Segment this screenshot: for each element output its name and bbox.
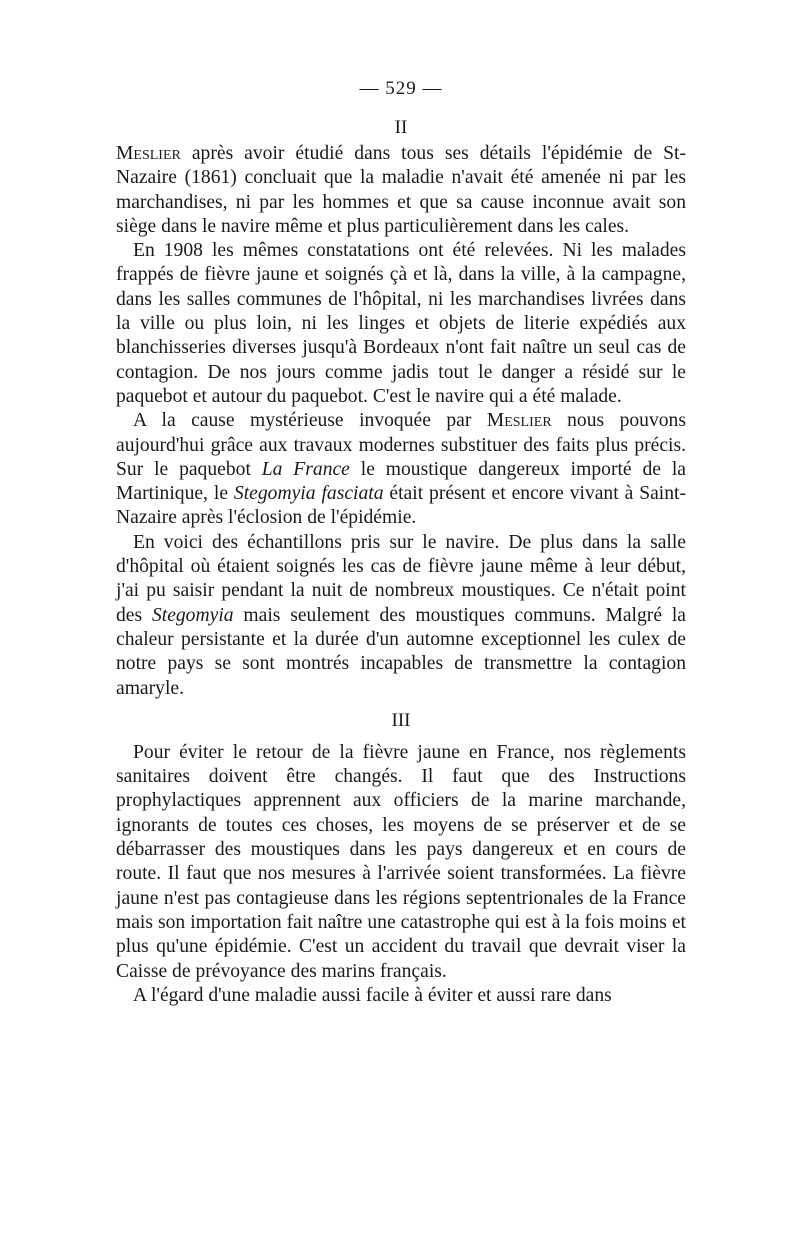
author-name: Meslier bbox=[486, 410, 552, 432]
paragraph-text: après avoir étudié dans tous ses détails l'épidémie de St-Nazaire (1861) concluait que la maladie n'avait été amenée ni par les marchandises, ni par les hommes et que sa cause inconnue avait son siège dans le navire même et plus particulièrement dans les cales. bbox=[116, 143, 686, 237]
section-heading-iii: III bbox=[391, 709, 411, 731]
paragraph-text: En voici des échantillons pris sur le navire. De plus dans la salle d'hôpital où étaient soignés les cas de fièvre jaune même à leur début, j'ai pu saisir pendant la nuit de nombreux moustiques. Ce n'était point des bbox=[116, 531, 686, 626]
paragraph: En 1908 les mêmes constatations ont été relevées. Ni les malades frappés de fièvre jaune et soignés çà et là, dans la ville, à la campagne, dans les salles communes de l'hôpital, ni les marchandises livrées dans la ville ou plus loin, ni les linges et objets de literie expédiés aux blanchisseries diverses jusqu'à Bordeaux n'ont fait naître un seul cas de contagion. De nos jours comme jadis tout le danger a résidé sur le paquebot et autour du paquebot. C'est le navire qui a été malade. bbox=[116, 240, 686, 407]
species-name: Stegomyia bbox=[151, 604, 234, 626]
ship-name: La France bbox=[261, 458, 350, 480]
paragraph bbox=[116, 142, 686, 239]
paragraph-text: était présent et encore vivant à Saint-Nazaire après l'éclosion de l'épidémie. bbox=[116, 483, 686, 529]
author-name: Meslier bbox=[116, 143, 181, 164]
paragraph: A l'égard d'une maladie aussi facile à éviter et aussi rare dans bbox=[133, 984, 612, 1006]
book-page bbox=[116, 74, 686, 1008]
paragraph bbox=[116, 531, 686, 701]
paragraph-text: mais seulement des moustiques communs. Malgré la chaleur persistante et la durée d'un automne exceptionnel les culex de notre pays se sont montrés incapables de transmettre la contagion amaryle. bbox=[116, 604, 686, 699]
paragraph-text: A la cause mystérieuse invoquée par bbox=[133, 410, 487, 432]
species-name: Stegomyia fasciata bbox=[233, 483, 384, 505]
paragraph: Pour éviter le retour de la fièvre jaune en France, nos règlements sanitaires doivent être changés. Il faut que des Instructions prophylactiques apprennent aux officiers de la marine marchande, ignorants de toutes ces choses, les moyens de se préserver et de se débarrasser des moustiques dans les pays dangereux et en cours de route. Il faut que nos mesures à l'arrivée soient transformées. La fièvre jaune n'est pas contagieuse dans les régions septentrionales de la France mais son importation fait naître une catastrophe qui est à la fois moins et plus qu'une épidémie. C'est un accident du travail que devrait viser la Caisse de prévoyance des marins français. bbox=[116, 741, 686, 982]
paragraph-text: nous pouvons aujourd'hui grâce aux travaux modernes substituer des faits plus précis. Sur le paquebot bbox=[116, 410, 686, 480]
page-number: — 529 — bbox=[359, 78, 443, 99]
paragraph-text: le moustique dangereux importé de la Martinique, le bbox=[116, 458, 686, 505]
paragraph bbox=[116, 409, 686, 530]
section-heading-ii: II bbox=[394, 117, 408, 138]
